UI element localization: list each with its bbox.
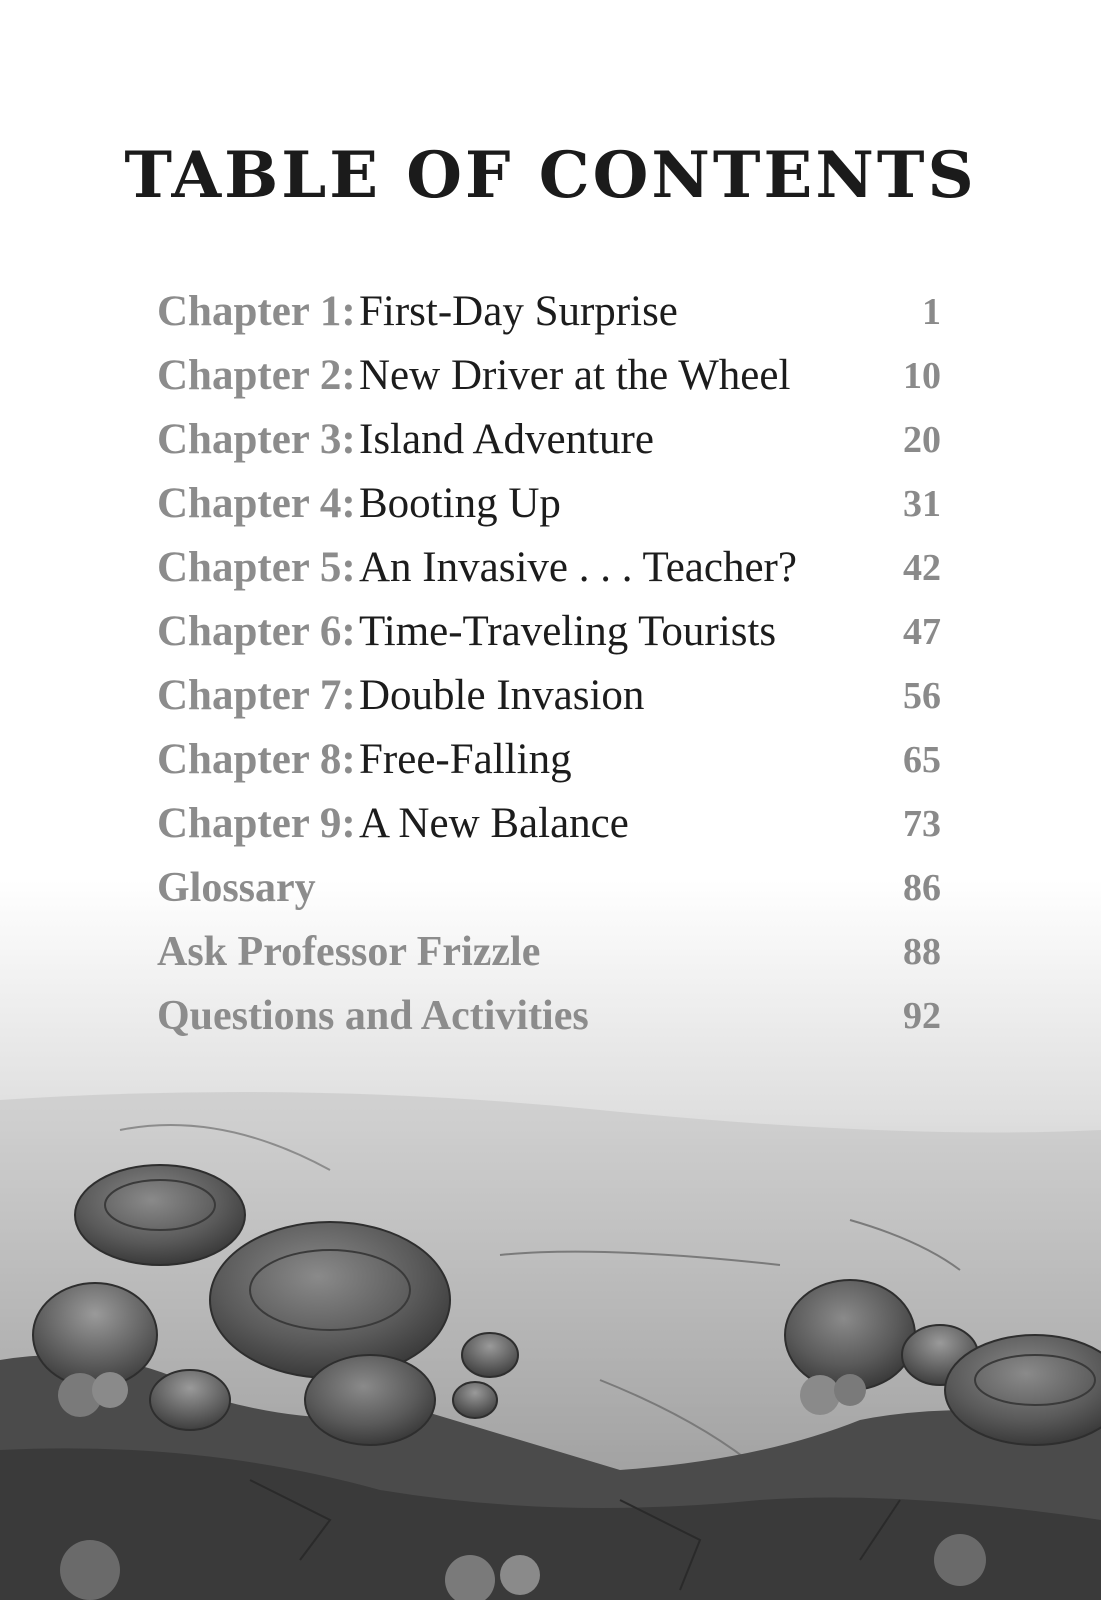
toc-entry-chapter-8[interactable] [157,728,941,792]
chapter-label: Chapter 6: [157,608,356,655]
page-number: 65 [903,739,941,781]
page-number: 88 [903,931,941,973]
page-number: 47 [903,611,941,653]
chapter-title: Double Invasion [359,672,645,719]
toc-entry-chapter-3[interactable] [157,408,941,472]
page-number: 31 [903,483,941,525]
chapter-label: Chapter 8: [157,736,356,783]
chapter-title: Booting Up [359,480,561,527]
toc-list [157,280,941,1048]
toc-entry-chapter-2[interactable] [157,344,941,408]
page-number: 56 [903,675,941,717]
toc-entry-questions-and-activities[interactable] [157,984,941,1048]
page-number: 10 [903,355,941,397]
page-number: 42 [903,547,941,589]
section-label: Ask Professor Frizzle [157,929,541,975]
section-label: Glossary [157,865,316,911]
chapter-label: Chapter 3: [157,416,356,463]
chapter-label: Chapter 2: [157,352,356,399]
section-label: Questions and Activities [157,993,589,1039]
chapter-label: Chapter 9: [157,800,356,847]
chapter-title: New Driver at the Wheel [359,352,791,399]
chapter-title: An Invasive . . . Teacher? [359,544,797,591]
toc-entry-ask-professor-frizzle[interactable] [157,920,941,984]
toc-entry-glossary[interactable] [157,856,941,920]
page-number: 73 [903,803,941,845]
toc-entry-chapter-4[interactable] [157,472,941,536]
chapter-title: Time-Traveling Tourists [359,608,777,655]
chapter-title: First-Day Surprise [359,288,678,335]
page-number: 92 [903,995,941,1037]
page-number: 86 [903,867,941,909]
chapter-title: A New Balance [359,800,629,847]
toc-entry-chapter-6[interactable] [157,600,941,664]
chapter-title: Free-Falling [359,736,572,783]
toc-entry-chapter-1[interactable] [157,280,941,344]
page-title: TABLE OF CONTENTS [124,138,977,213]
chapter-label: Chapter 5: [157,544,356,591]
page-number: 20 [903,419,941,461]
chapter-title: Island Adventure [359,416,654,463]
chapter-label: Chapter 1: [157,288,356,335]
page-number: 1 [922,291,941,333]
toc-entry-chapter-5[interactable] [157,536,941,600]
toc-entry-chapter-9[interactable] [157,792,941,856]
chapter-label: Chapter 7: [157,672,356,719]
chapter-label: Chapter 4: [157,480,356,527]
toc-entry-chapter-7[interactable] [157,664,941,728]
